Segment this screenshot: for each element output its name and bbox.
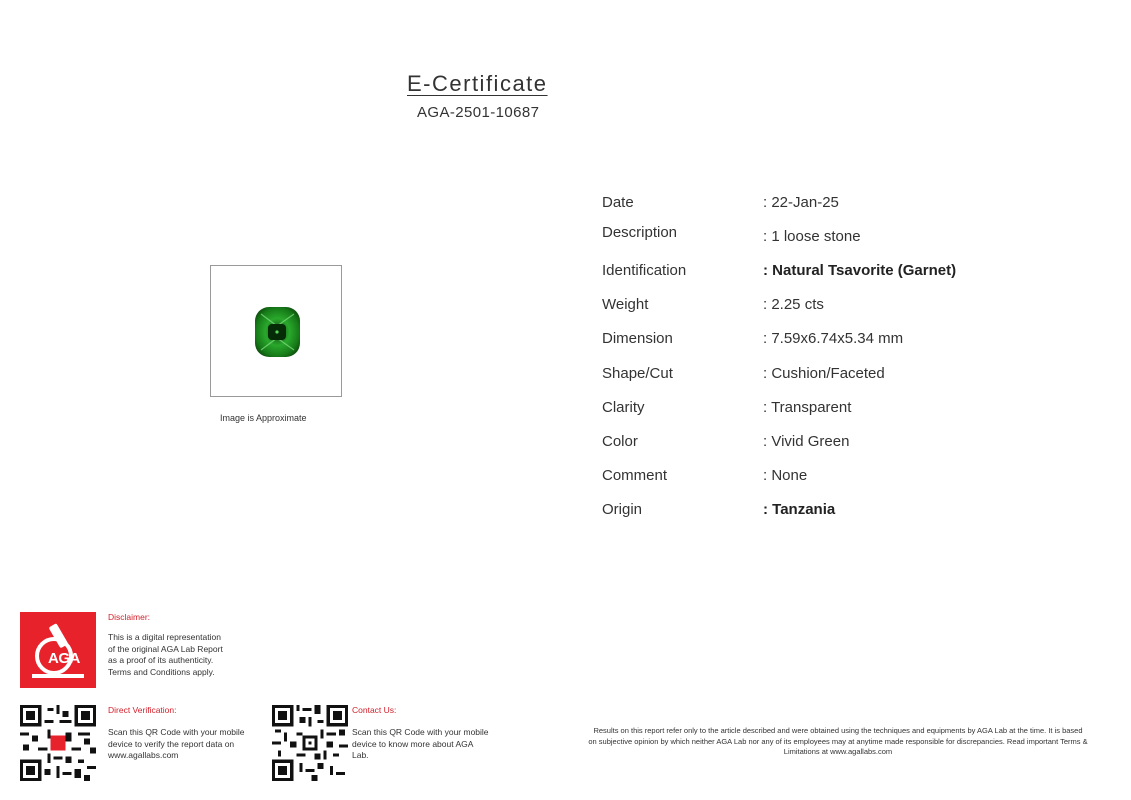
contact-qr-code[interactable] [272,705,348,786]
detail-value: : Natural Tsavorite (Garnet) [763,262,957,279]
aga-logo [20,612,96,688]
contact-line: device to know more about AGA [352,738,474,749]
detail-value: : 1 loose stone [763,228,861,245]
disclaimer-text [108,632,223,678]
gemstone-image [211,266,341,396]
contact-heading: Contact Us: [352,705,397,715]
detail-value: : 22-Jan-25 [763,194,839,211]
footer-line: Limitations at www.agallabs.com [783,747,893,756]
qr-code-icon [272,705,348,781]
disclaimer-line: of the original AGA Lab Report [108,643,223,654]
verification-line: device to verify the report data on [108,738,235,749]
contact-line: Lab. [352,750,369,760]
footer-line: Results on this report refer only to the article described and were obtained using the techniques and equipments by AGA Lab at the time. It is based [593,726,1083,735]
certificate-title: E-Certificate [407,71,548,96]
disclaimer-line: Terms and Conditions apply. [108,666,215,677]
detail-label: Shape/Cut [602,365,673,382]
verification-qr-code[interactable] [20,705,96,786]
disclaimer-line: as a proof of its authenticity. [108,655,214,665]
footer-line: on subjective opinion by which neither AGA Lab nor any of its employees may at anytime made responsible for discrepancies. Read important Terms & [588,736,1088,746]
detail-label: Weight [602,296,649,313]
image-caption: Image is Approximate [220,413,307,423]
detail-label: Description [602,224,678,241]
detail-label: Dimension [602,330,673,347]
certificate-number: AGA-2501-10687 [417,104,540,121]
detail-label: Comment [602,467,668,484]
detail-label: Identification [602,262,687,279]
detail-label: Clarity [602,399,645,416]
detail-label: Date [602,194,634,211]
verification-link[interactable]: www.agallabs.com [108,750,179,760]
legal-footer-note [560,726,1116,758]
verification-text [108,727,245,762]
detail-label: Color [602,433,638,450]
detail-value: : None [763,467,808,484]
detail-value: : 7.59x6.74x5.34 mm [763,330,904,347]
detail-value: : Vivid Green [763,433,850,450]
verification-line: Scan this QR Code with your mobile [108,727,245,737]
logo-text: AGA [48,650,80,667]
contact-text [352,727,489,762]
detail-value: : Transparent [763,399,852,416]
detail-value: : Tanzania [763,501,836,518]
detail-value: : Cushion/Faceted [763,365,885,382]
verification-heading: Direct Verification: [108,705,177,715]
detail-value: : 2.25 cts [763,296,824,313]
disclaimer-line: This is a digital representation [108,632,221,642]
stone-image-frame [210,265,342,397]
detail-label: Origin [602,501,643,518]
qr-code-icon [20,705,96,781]
contact-line: Scan this QR Code with your mobile [352,727,489,737]
disclaimer-heading: Disclaimer: [108,612,151,622]
